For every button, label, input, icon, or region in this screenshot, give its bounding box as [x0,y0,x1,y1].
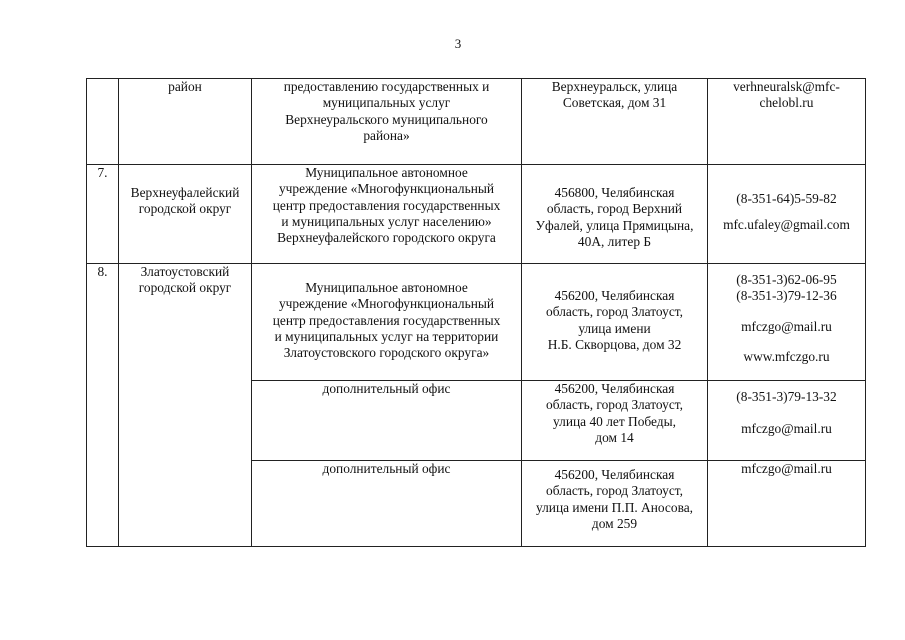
table-row-continued [87,79,866,165]
table-row-8-main-office [87,264,866,381]
district-cell [119,79,252,165]
page-number: 3 [454,36,462,51]
address-line: улица 40 лет Победы, [553,413,676,429]
organization-line: муниципальных услуг [322,95,451,111]
organization-cell [252,165,522,264]
email-line: verhneuralsk@mfc- [733,79,840,94]
contacts-cell [708,264,866,381]
address-cell [522,461,708,547]
address-line: Уфалей, улица Прямицына, [535,217,694,233]
organization-line: центр предоставления государственных [272,312,501,328]
organization-line: учреждение «Многофункциональный [278,296,495,312]
address-cell [522,165,708,264]
row-number-cell [87,79,119,165]
address-line: Н.Б. Скворцова, дом 32 [547,337,682,353]
address-line: 456200, Челябинская [554,288,675,303]
contacts-cell [708,79,866,165]
district-line: Верхнеуфалейский [130,185,240,200]
row-number: 8. [97,264,108,279]
address-line: улица имени П.П. Аносова, [536,499,693,515]
organization-line: дополнительный офис [322,381,451,396]
row-number-cell [87,264,119,547]
address-line: область, город Златоуст, [546,304,683,320]
address-line: область, город Златоуст, [546,397,683,413]
district-line: городской округ [138,201,232,217]
address-line: 456800, Челябинская [554,185,675,200]
row-number: 7. [97,165,108,180]
organization-line: учреждение «Многофункциональный [278,181,495,197]
email-line: chelobl.ru [759,95,814,111]
email-line: mfczgo@mail.ru [741,461,832,476]
organization-line: Муниципальное автономное [305,165,468,180]
phone-line: (8-351-3)79-13-32 [736,389,837,404]
district-line: городской округ [138,280,232,296]
contacts-cell [708,461,866,547]
mfc-registry-table [86,78,866,547]
organization-line: центр предоставления государственных [272,197,501,213]
phone-line: (8-351-3)62-06-95 [736,272,837,287]
organization-line: предоставлению государственных и [283,79,490,94]
organization-line: района» [363,128,410,144]
contacts-cell [708,165,866,264]
address-line: 40А, литер Б [577,234,652,250]
row-number-cell [87,165,119,264]
email-line: mfczgo@mail.ru [741,318,832,334]
phone-line: (8-351-3)79-12-36 [736,288,837,304]
organization-line: Златоустовского городского округа» [283,345,490,361]
organization-line: дополнительный офис [322,461,451,476]
district-cell [119,165,252,264]
address-line: 456200, Челябинская [554,381,675,396]
address-line: улица имени [578,320,651,336]
contacts-cell [708,381,866,461]
organization-line: и муниципальных услуг населению» [281,214,492,230]
address-line: Верхнеуральск, улица [551,79,678,94]
address-line: область, город Верхний [546,201,683,217]
address-line: Советская, дом 31 [562,95,667,111]
organization-cell [252,264,522,381]
address-line: 456200, Челябинская [554,467,675,482]
organization-cell [252,381,522,461]
address-cell [522,79,708,165]
organization-cell [252,461,522,547]
district-line: Златоустовский [140,264,230,279]
organization-line: Верхнеуфалейского городского округа [277,230,496,246]
phone-line: (8-351-64)5-59-82 [736,191,837,206]
district-cell [119,264,252,547]
address-cell [522,264,708,381]
address-line: дом 14 [595,430,634,446]
address-line: область, город Златоуст, [546,483,683,499]
email-line: mfczgo@mail.ru [741,421,832,437]
address-cell [522,381,708,461]
website-line: www.mfczgo.ru [743,349,830,365]
organization-line: Верхнеуральского муниципального [285,111,488,127]
email-line: mfc.ufaley@gmail.com [723,217,850,233]
organization-cell [252,79,522,165]
organization-line: Муниципальное автономное [305,280,468,295]
organization-line: и муниципальных услуг на территории [274,329,499,345]
table-row-7 [87,165,866,264]
district-text: район [168,79,202,94]
address-line: дом 259 [591,516,638,532]
